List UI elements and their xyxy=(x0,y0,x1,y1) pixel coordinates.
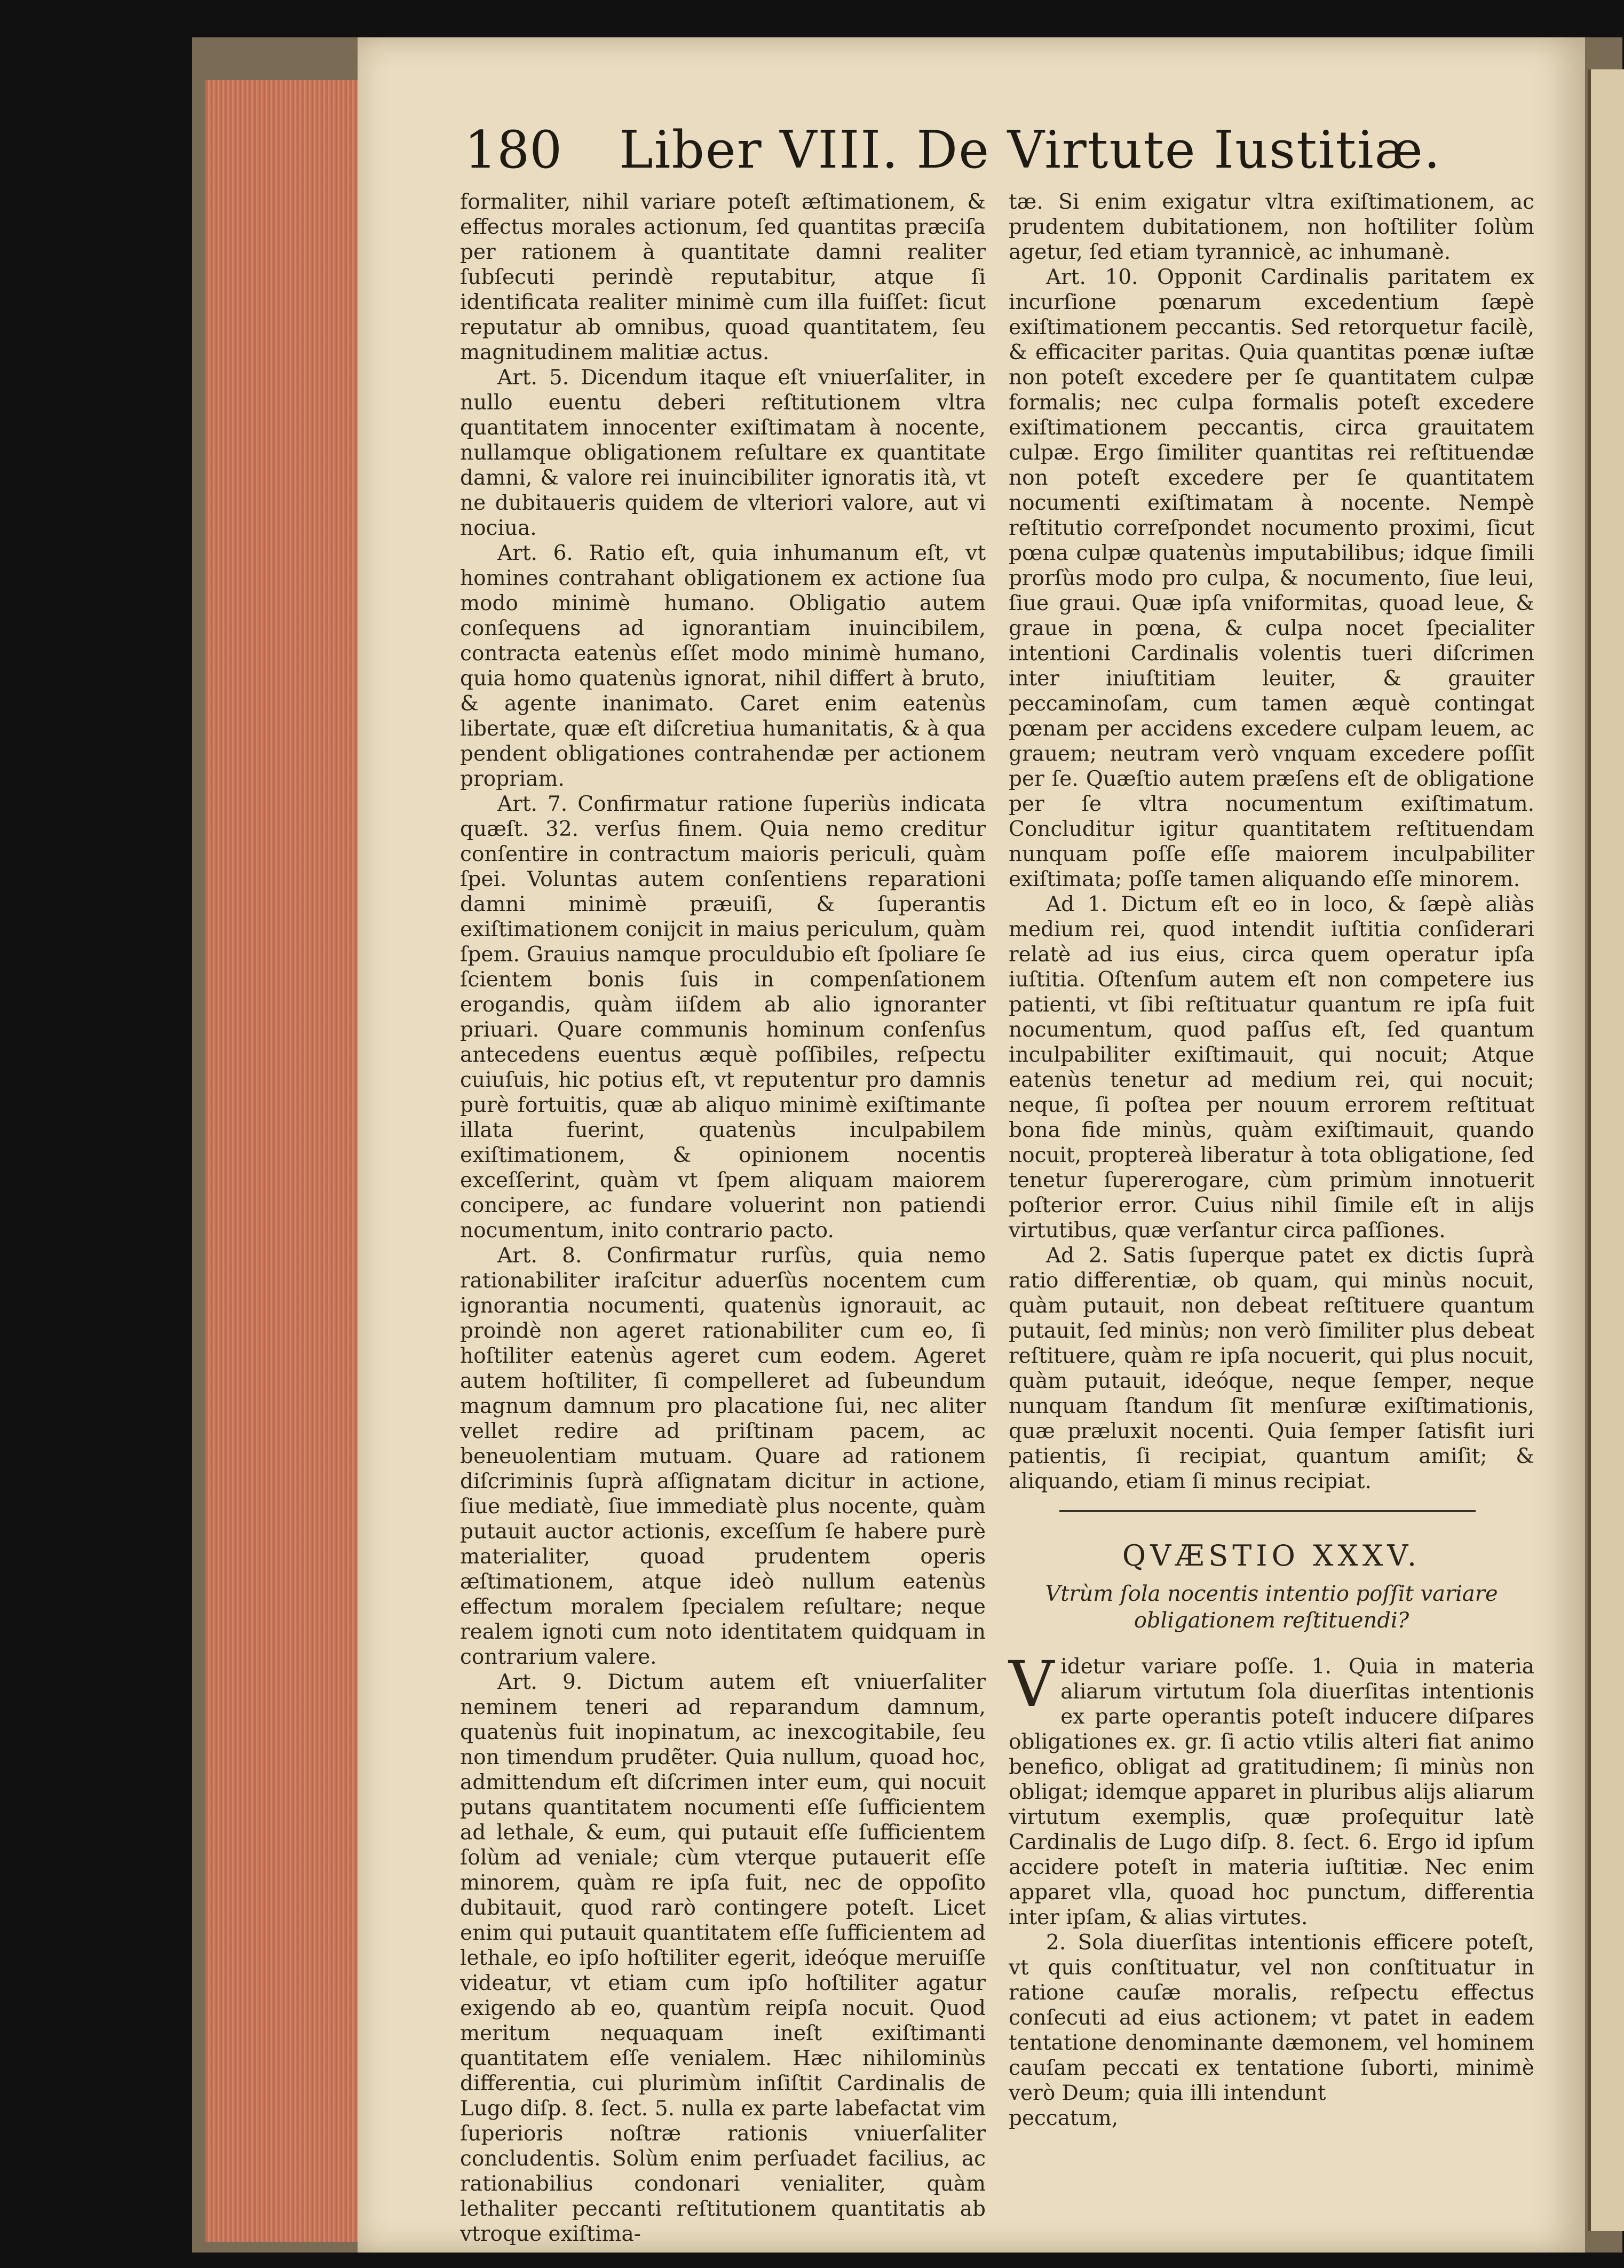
paragraph: 2. Sola diuerſitas intentionis efficere poteſt, vt quis conſtituatur, vel non conſtituatur in ratione cauſæ moralis, reſpectu effectus conſecuti ad eius actionem; vt patet in eadem tentatione denominante dæmonem, vel hominem cauſam peccati ex tentatione ſuborti, minimè verò Deum; quia illi intendunt xyxy=(1009,1931,1534,2105)
paragraph: formaliter, nihil variare poteſt æſtimationem, & effectus morales actionum, ſed quantitas præciſa per rationem à quantitate damni realiter ſubſecuti perindè reputabitur, atque ſi identificata realiter minimè cum illa fuiſſet: ſicut reputatur ab omnibus, quoad quantitatem, ſeu magnitudinem malitiæ actus. xyxy=(460,190,986,365)
question-paragraph xyxy=(1009,1647,1534,1930)
page-number: 180 xyxy=(464,120,563,180)
paragraph: tæ. Si enim exigatur vltra exiſtimationem, ac prudentem dubitationem, non hoſtiliter ſolùm agetur, ſed etiam tyrannicè, ac inhumanè. xyxy=(1009,190,1534,264)
paragraph: Art. 5. Dicendum itaque eſt vniuerſaliter, in nullo euentu deberi reſtitutionem vltra quantitatem innocenter exiſtimatam à nocente, nullamque obligationem reſultare ex quantitate damni, & valore rei inuincibiliter ignoratis ità, vt ne dubitaueris quidem de vlteriori valore, aut vi nociua. xyxy=(460,366,986,540)
paragraph: Ad 2. Satis ſuperque patet ex dictis ſuprà ratio differentiæ, ob quam, qui minùs nocuit, quàm putauit, non debeat reſtituere quantum putauit, ſed minùs; non verò ſimiliter plus debeat reſtituere, quàm re ipſa nocuerit, qui plus nocuit, quàm putauit, ideóque, neque ſemper, neque nunquam ſtandum ſit menſuræ exiſtimationis, quæ præluxit nocenti. Quia ſemper ſatisfit iuri patientis, ſi recipiat, quantum amiſit; & aliquando, etiam ſi minus recipiat. xyxy=(1009,1244,1534,1493)
paragraph: Art. 9. Dictum autem eſt vniuerſaliter neminem teneri ad reparandum damnum, quatenùs fuit inopinatum, ac inexcogitabile, ſeu non timendum prudẽter. Quia nullum, quoad hoc, admittendum eſt diſcrimen inter eum, qui nocuit putans quantitatem nocumenti eſſe ſufficientem ad lethale, & eum, qui putauit eſſe ſufficientem ſolùm ad veniale; cùm vterque putauerit eſſe minorem, quàm re ipſa fuit, nec de oppoſito dubitauit, quod rarò contingere poteſt. Licet enim qui putauit quantitatem eſſe ſufficientem ad lethale, eo ipſo hoſtiliter egerit, ideóque meruiſſe videatur, vt etiam cum ipſo hoſtiliter agatur exigendo ab eo, quantùm reipſa nocuit. Quod meritum nequaquam ineſt exiſtimanti quantitatem eſſe venialem. Hæc nihilominùs differentia, cui plurimùm inſiſtit Cardinalis de Lugo diſp. 8. ſect. 5. nulla ex parte labefactat vim ſuperioris noſtræ rationis vniuerſaliter concludentis. Solùm enim perſuadet facilius, ac rationabilius condonari venialiter, quàm lethaliter peccanti reſtitutionem quantitatis ab vtroque exiſtima- xyxy=(460,1670,986,2246)
right-column xyxy=(1009,189,1534,2131)
running-header xyxy=(464,120,1441,184)
page-edges xyxy=(205,80,363,2242)
question-subtitle: Vtrùm ſola nocentis intentio poſſit variare obligationem reſtituendi? xyxy=(1045,1582,1498,1633)
drop-cap: V xyxy=(1009,1647,1055,1721)
paragraph: Ad 1. Dictum eſt eo in loco, & ſæpè aliàs medium rei, quod intendit iuſtitia conſiderari relatè ad ius eius, circa quem operatur ipſa iuſtitia. Oſtenſum autem eſt non competere ius patienti, vt ſibi reſtituatur quantum re ipſa fuit nocumentum, quod paſſus eſt, ſed quantum inculpabiliter exiſtimauit, qui nocuit; Atque eatenùs tenetur ad medium rei, qui nocuit; neque, ſi poſtea per nouum errorem reſtituat bona fide minùs, quàm exiſtimauit, quando nocuit, proptereà liberatur à tota obligatione, ſed tenetur ſupererogare, cùm primùm innotuerit poſterior error. Cuius nihil ſimile eſt in alijs virtutibus, quæ verſantur circa paſſiones. xyxy=(1009,892,1534,1243)
paragraph: Art. 6. Ratio eſt, quia inhumanum eſt, vt homines contrahant obligationem ex actione ſua modo minimè humano. Obligatio autem conſequens ad ignorantiam inuincibilem, contracta eatenùs eſſet modo minimè humano, quia homo quatenùs ignorat, nihil differt à bruto, & agente inanimato. Caret enim eatenùs libertate, quæ eſt diſcretiua humanitatis, & à qua pendent obligationes contrahendæ per actionem propriam. xyxy=(460,541,986,791)
paragraph: Art. 10. Opponit Cardinalis paritatem ex incurſione pœnarum excedentium ſæpè exiſtimationem peccantis. Sed retorquetur facilè, & efficaciter paritas. Quia quantitas pœnæ iuſtæ non poteſt excedere per ſe quantitatem culpæ formalis; nec culpa formalis poteſt excedere exiſtimationem peccantis, circa grauitatem culpæ. Ergo ſimiliter quantitas rei reſtituendæ non poteſt excedere per ſe quantitatem nocumenti exiſtimatam à nocente. Nempè reſtitutio correſpondet nocumento proximi, ſicut pœna culpæ quatenùs imputabilibus; idque ſimili prorſùs modo pro culpa, & nocumento, ſiue leui, ſiue graui. Quæ ipſa vniformitas, quoad leue, & graue in pœna, & culpa nocet ſpecialiter intentioni Cardinalis volentis tueri diſcrimen inter iniuſtitiam leuiter, & grauiter peccaminoſam, cum tamen æquè contingat pœnam per accidens excedere culpam leuem, ac grauem; neutram verò vnquam excedere poſſit per ſe. Quæſtio autem præſens eſt de obligatione per ſe vltra nocumentum exiſtimatum. Concluditur igitur quantitatem reſtituendam nunquam poſſe eſſe maiorem inculpabiliter exiſtimata; poſſe tamen aliquando eſſe minorem. xyxy=(1009,265,1534,891)
left-column xyxy=(460,189,986,2247)
question-title: QVÆSTIO XXXV. xyxy=(1122,1539,1421,1572)
paragraph: Art. 8. Confirmatur rurſùs, quia nemo rationabiliter iraſcitur aduerſùs nocentem cum ignorantia nocumenti, quatenùs ignorauit, ac proindè non ageret rationabiliter cum eo, ſi hoſtiliter eatenùs ageret cum eodem. Ageret autem hoſtiliter, ſi compelleret ad ſubeundum magnum damnum pro placatione ſui, nec aliter vellet redire ad priſtinam pacem, ac beneuolentiam mutuam. Quare ad rationem diſcriminis ſuprà aſſignatam dicitur in actione, ſiue mediatè, ſiue immediatè plus nocente, quàm putauit auctor actionis, exceſſum ſe habere purè materialiter, quoad prudentem operis æſtimationem, atque ideò nullum eatenùs effectum moralem ſpecialem reſultare; neque realem ignoti cum noto identitatem quidquam in contrarium valere. xyxy=(460,1244,986,1669)
paragraph-text: idetur variare poſſe. 1. Quia in materia aliarum virtutum ſola diuerſitas intentionis ex parte operantis poteſt inducere diſpares obligationes ex. gr. ſi actio vtilis alteri fiat animo benefico, obligat ad gratitudinem; ſi minùs non obligat; idemque apparet in pluribus alijs aliarum virtutum exemplis, quæ proſequitur latè Cardinalis de Lugo diſp. 8. ſect. 6. Ergo id ipſum accidere poteſt in materia iuſtitiæ. Nec enim apparet vlla, quoad hoc punctum, differentia inter ipſam, & alias virtutes. xyxy=(1009,1655,1534,1930)
paragraph: Art. 7. Confirmatur ratione ſuperiùs indicata quæſt. 32. verſus finem. Quia nemo creditur conſentire in contractum maioris periculi, quàm ſpei. Voluntas autem conſentiens reparationi damni minimè præuiſi, & ſuperantis exiſtimationem conijcit in maius periculum, quàm ſpem. Grauius namque proculdubio eſt ſpoliare ſe ſcientem bonis ſuis in compenſationem erogandis, quàm iiſdem ab alio ignoranter priuari. Quare communis hominum conſenſus antecedens euentus æquè poſſibiles, reſpectu cuiuſuis, hic potius eſt, vt reputentur pro damnis purè fortuitis, quæ ab aliquo minimè exiſtimante illata fuerint, quatenùs inculpabilem exiſtimationem, & opinionem nocentis exceſſerint, quàm vt ſpem aliquam maiorem concipere, ac fundare voluerint non patiendi nocumentum, inito contrario pacto. xyxy=(460,792,986,1243)
facing-page-edge xyxy=(1588,69,1624,2231)
catchword: peccatum, xyxy=(1009,2106,1119,2130)
running-title: Liber VIII. De Virtute Iustitiæ. xyxy=(619,120,1441,180)
section-rule xyxy=(1059,1510,1476,1512)
